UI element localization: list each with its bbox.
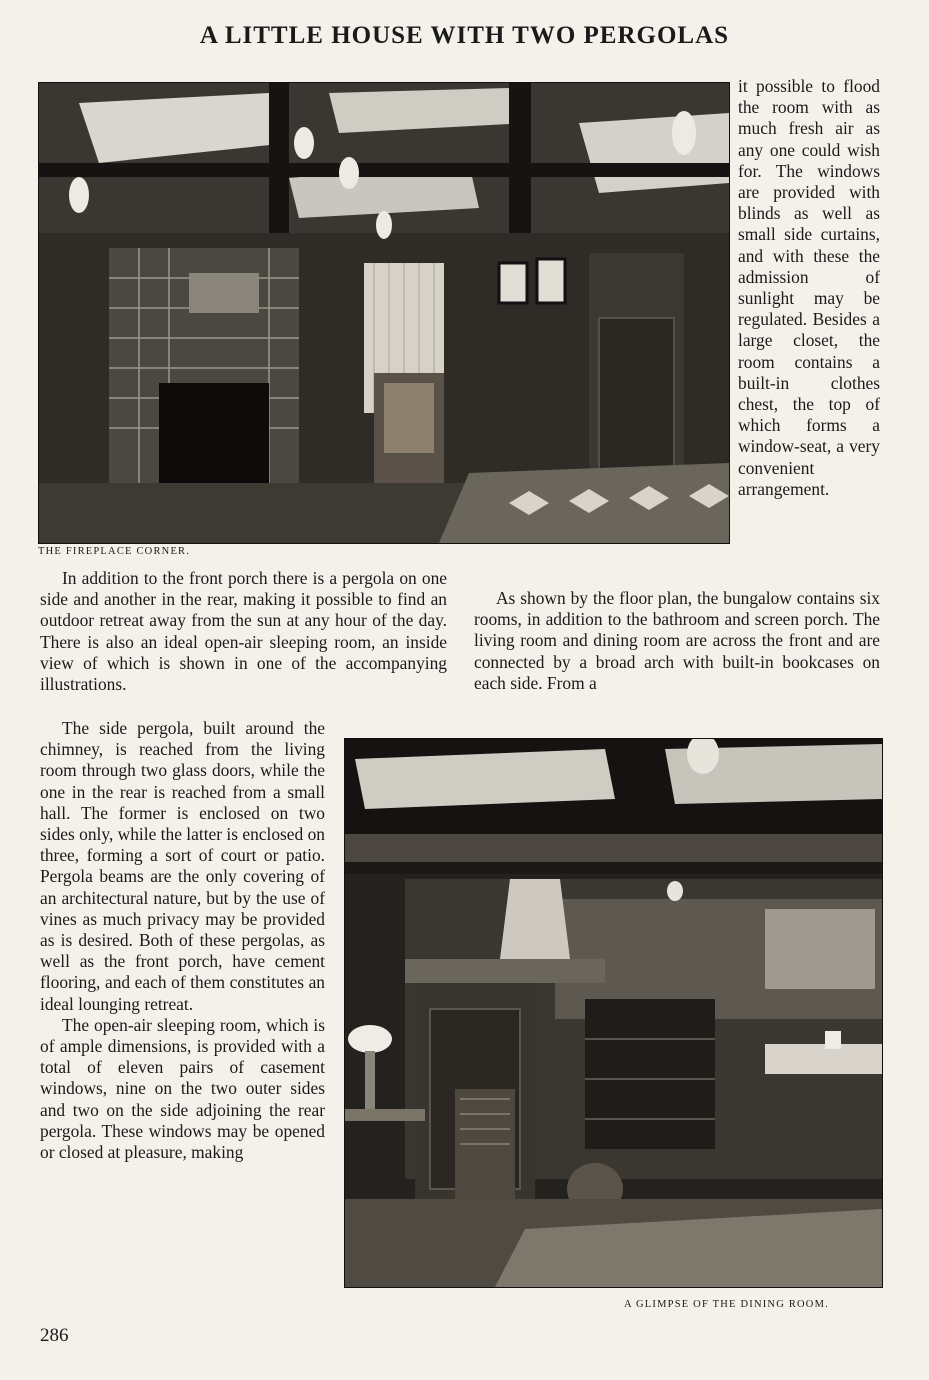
fireplace-illustration [39, 83, 729, 543]
right-column-paragraph-1: it possible to flood the room with as much fresh air as any one could wish for. The windows are provided with blinds as well as small side curtains, and with these the admission of sunlight may be regulated. Besides a large closet, the room contains a built-in clothes chest, the top of which forms a window-seat, a very convenient arrangement. [738, 76, 880, 499]
left-paragraph-3: The open-air sleeping room, which is of ample dimensions, is provided with a total of eleven pairs of casement windows, nine on the two outer sides and two on the side adjoining the rear pergola. These windows may be opened or closed at pleasure, making [40, 1014, 325, 1163]
left-paragraph-1: In addition to the front porch there is a pergola on one side and another in the rear, making it possible to find an outdoor retreat away from the sun at any hour of the day. There is also an ideal open-air sleeping room, an inside view of which is shown in one of the accompanying illustrations. [40, 568, 447, 695]
dining-room-illustration [345, 739, 882, 1287]
right-column-lower-text [474, 588, 880, 718]
page-number: 286 [40, 1325, 69, 1346]
dining-caption: A GLIMPSE OF THE DINING ROOM. [624, 1299, 829, 1310]
left-paragraph-2: The side pergola, built around the chimney, is reached from the living room through two glass doors, while the one in the rear is reached from a small hall. The former is enclosed on two sides only, while the latter is enclosed on three, forming a sort of court or patio. Pergola beams are the only covering of an architectural nature, but by the use of vines as much privacy may be provided as is desired. Both of these pergolas, as well as the front porch, have cement flooring, and each of them constitutes an ideal lounging retreat. [40, 718, 325, 1014]
dining-room-photo [344, 738, 883, 1288]
fireplace-caption: THE FIREPLACE CORNER. [38, 546, 191, 557]
left-column-upper-text [40, 568, 447, 718]
right-column-paragraph-2: As shown by the floor plan, the bungalow contains six rooms, in addition to the bathroom and screen porch. The living room and dining room are across the front and are connected by a broad arch with built-in bookcases on each side. From a [474, 588, 880, 693]
page-title: A LITTLE HOUSE WITH TWO PERGOLAS [199, 22, 730, 49]
left-column-lower-text [40, 718, 325, 1313]
right-column-text [738, 76, 880, 551]
fireplace-corner-photo [38, 82, 730, 544]
